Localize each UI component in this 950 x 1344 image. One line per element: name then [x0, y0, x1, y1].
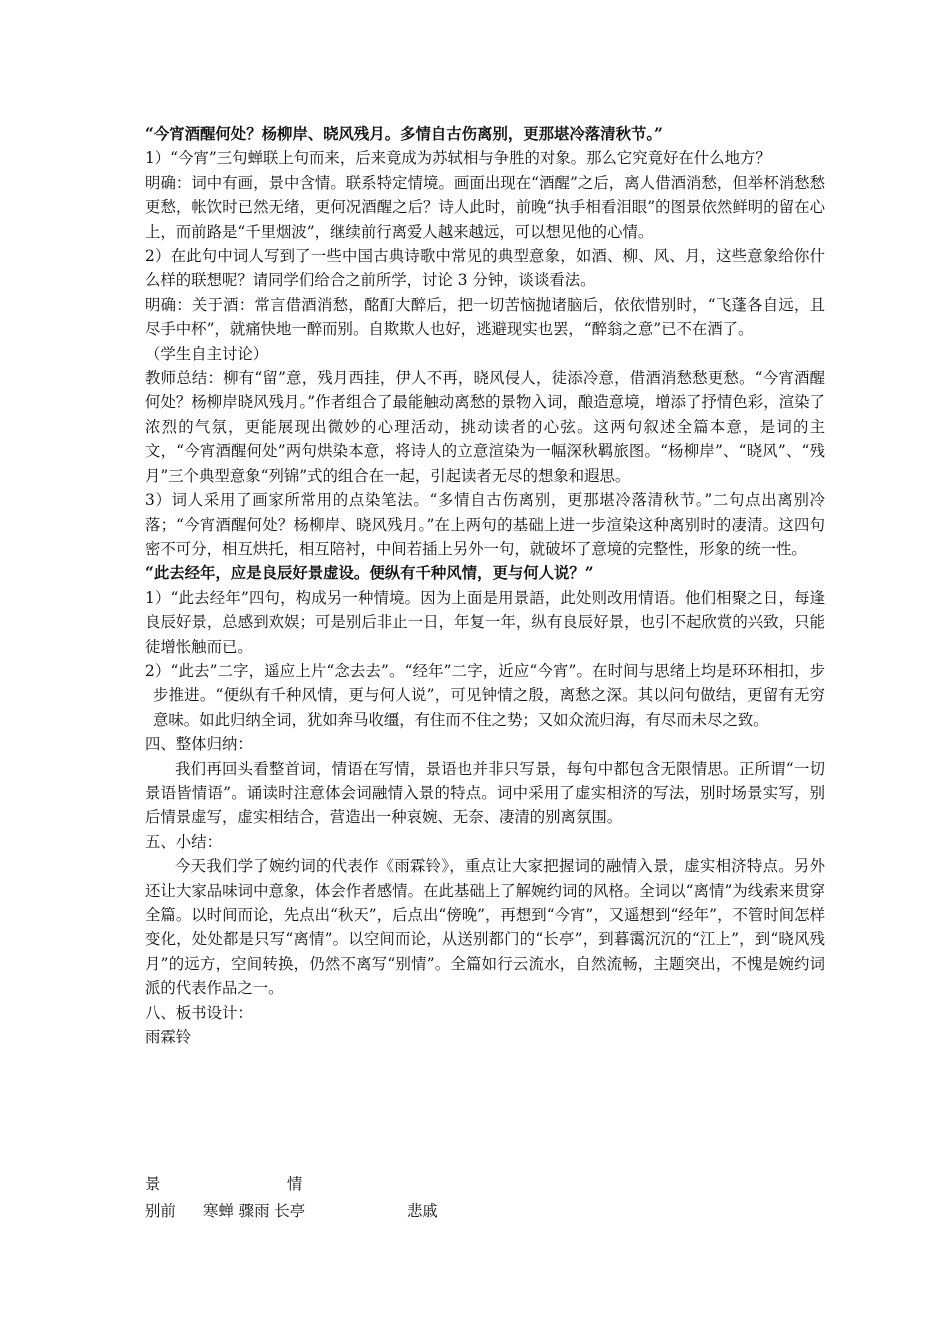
quote-heading-1: “今宵酒醒何处？杨柳岸、晓风残月。多情自古伤离别，更那堪冷落清秋节。” [145, 125, 663, 143]
board-row-label: 别前 [145, 1202, 176, 1220]
q1-point-3: 3）词人采用了画家所常用的点染笔法。“多情自古伤离别，更那堪冷落清秋节。”二句点出离别冷落；“今宵酒醒何处？杨柳岸、晓风残月。”在上两句的基础上进一步渲染这种离别时的凄清。这四句密不可分，相互烘托，相互陪衬，中间若插上另外一句，就破坏了意境的完整性，形象的统一性。 [145, 491, 825, 558]
board-header-row [145, 1172, 303, 1194]
document-body [145, 122, 825, 1049]
section-4-body: 我们再回头看整首词，情语在写情，景语也并非只写景，每句中都包含无限情思。正所谓“一切景语皆情语”。诵读时注意体会词融情入景的特点。词中采用了虚实相济的写法，别时场景实写，别后情景虚写，虚实相结合，营造出一种哀婉、无奈、凄清的别离氛围。 [145, 759, 825, 827]
q2-point-1: 1）“此去经年”四句，构成另一种情境。因为上面是用景語，此处则改用情语。他们相聚之日，每逢良辰好景，总感到欢娱；可是别后非止一日，年复一年，纵有良辰好景，也引不起欣赏的兴致，只能徒增怅触而已。 [145, 588, 825, 656]
section-4-title: 四、整体归纳： [145, 735, 253, 754]
q1-discussion-note: （学生自主讨论） [145, 344, 269, 363]
section-8-title: 八、板书设计： [145, 1003, 253, 1022]
board-emotion-header: 情 [287, 1175, 303, 1193]
q1-answer-2: 明确：关于酒：常言借酒消愁，酩酊大醉后，把一切苦恼抛诸脑后，依依惜别时，“飞蓬各自远，且尽手中杯”，就痛快地一醉而别。自欺欺人也好，逃避现实也罢，“醉翁之意”已不在酒了。 [145, 295, 825, 339]
q1-point-1: 1）“今宵”三句蝉联上句而来，后来竟成为苏轼相与争胜的对象。那么它究竟好在什么地方？ [145, 149, 771, 168]
quote-heading-2: “此去经年，应是良辰好景虚设。便纵有千种风情，更与何人说？” [145, 564, 594, 583]
q1-point-2: 2）在此句中词人写到了一些中国古典诗歌中常见的典型意象，如酒、柳、风、月，这些意象给你什么样的联想呢？请同学们给合之前所学，讨论 3 分钟，谈谈看法。 [145, 247, 825, 290]
board-row-scene: 寒蝉 骤雨 长亭 [203, 1202, 306, 1220]
section-5-body: 今天我们学了婉约词的代表作《雨霖铃》，重点让大家把握词的融情入景，虚实相济特点。另外还让大家品味词中意象，体会作者感情。在此基础上了解婉约词的风格。全词以“离情”为线索来贯穿全篇。以时间而论，先点出“秋天”，后点出“傍晚”，再想到“今宵”，又遥想到“经年”，不管时间怎样变化，处处都是只写“离情”。以空间而论，从送别都门的“长亭”，到暮霭沉沉的“江上”，到“晓风残月”的远方，空间转换，仍然不离写“别情”。全篇如行云流水，自然流畅，主题突出，不愧是婉约词派的代表作品之一。 [145, 857, 825, 998]
q1-answer-1: 明确：词中有画，景中含情。联系特定情境。画面出现在“酒醒”之后，离人借酒消愁，但举杯消愁愁更愁，帐饮时已然无绪，更何况酒醒之后？诗人此时，前晚“执手相看泪眼”的图景依然鲜明的留在心上，而前路是“千里烟波”，继续前行离爱人越来越远，可以想见他的心情。 [145, 173, 825, 241]
board-row [145, 1199, 438, 1221]
board-scene-header: 景 [145, 1175, 161, 1193]
board-row-emotion: 悲戚 [407, 1202, 438, 1220]
section-5-title: 五、小结： [145, 832, 222, 851]
board-title: 雨霖铃 [145, 1028, 192, 1047]
q2-point-2: 2）“此去”二字，遥应上片“念去去”。“经年”二字，近应“今宵”。在时间与思绪上均是环环相扣，步步推进。“便纵有千种风情，更与何人说”，可见钟情之殷，离愁之深。其以问句做结，更留有无穷意味。如此归纳全词，犹如奔马收缰，有住而不住之势；又如众流归海，有尽而未尽之致。 [145, 661, 825, 729]
q1-teacher-summary: 教师总结：柳有“留”意，残月西挂，伊人不再，晓风侵人，徒添冷意，借酒消愁愁更愁。“今宵酒醒何处？杨柳岸晓风残月。”作者组合了最能触动离愁的景物入词，酿造意境，增添了抒情色彩，渲染了浓烈的气氛，更能展现出微妙的心理活动，挑动读者的心弦。这两句叙述全篇本意，是词的主文，“今宵酒醒何处”两句烘染本意，将诗人的立意渲染为一幅深秋羁旅图。“杨柳岸”、“晓风”、“残月”三个典型意象“列锦”式的组合在一起，引起读者无尽的想象和遐思。 [145, 369, 825, 485]
